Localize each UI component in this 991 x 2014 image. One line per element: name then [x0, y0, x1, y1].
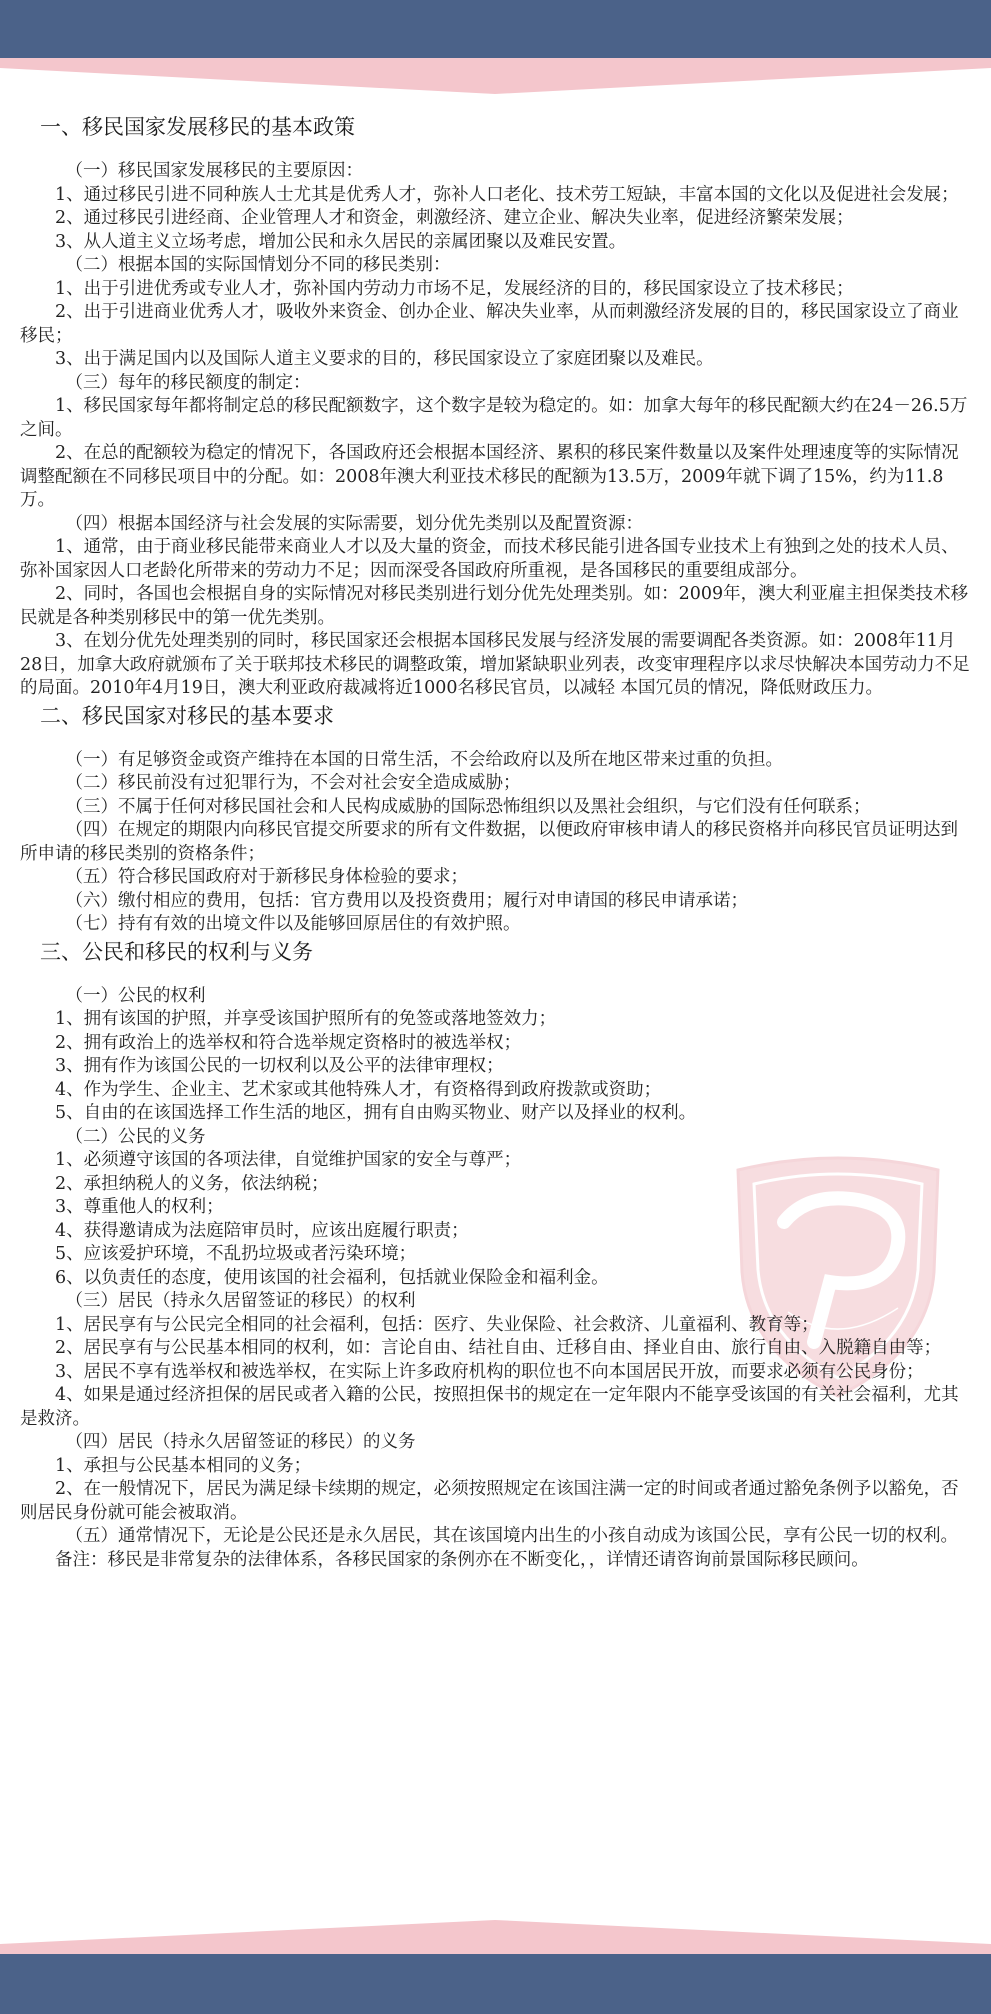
list-item: （一）公民的权利	[65, 985, 206, 1006]
footer-pink-chevron	[0, 1920, 991, 1954]
list-item: 4、作为学生、企业主、艺术家或其他特殊人才，有资格得到政府拨款或资助；	[55, 1079, 662, 1100]
list-item: （二）移民前没有过犯罪行为，不会对社会安全造成威胁；	[65, 773, 521, 793]
list-item: 1、拥有该国的护照，并享受该国护照所有的免签或落地签效力；	[55, 1009, 557, 1029]
section-body-requirements	[20, 749, 975, 937]
list-item: （一）移民国家发展移民的主要原因：	[65, 161, 363, 181]
list-item: 2、在总的配额较为稳定的情况下，各国政府还会根据本国经济、累积的移民案件数量以及案件处理速度等的实际情况调整配额在不同移民项目中的分配。如：2008年澳大利亚技术移民的配额为13.5万，2009年就下调了15%，约为11.8万。	[20, 443, 959, 510]
list-item: （七）持有有效的出境文件以及能够回原居住的有效护照。	[65, 914, 521, 934]
list-item: （四）在规定的期限内向移民官提交所要求的所有文件数据，以便政府审核申请人的移民资格并向移民官员证明达到所申请的移民类别的资格条件；	[20, 820, 958, 864]
list-item: （三）每年的移民额度的制定：	[65, 372, 311, 393]
list-item: 1、通常，由于商业移民能带来商业人才以及大量的资金，而技术移民能引进各国专业技术上有独到之处的技术人员、弥补国家因人口老龄化所带来的劳动力不足；因而深受各国政府所重视，是各国移民的重要组成部分。	[20, 537, 959, 581]
list-item: 1、移民国家每年都将制定总的移民配额数字，这个数字是较为稳定的。如：加拿大每年的移民配额大约在24－26.5万之间。	[20, 396, 968, 440]
list-item: 2、在一般情况下，居民为满足绿卡续期的规定，必须按照规定在该国注满一定的时间或者通过豁免条例予以豁免，否则居民身份就可能会被取消。	[20, 1479, 959, 1523]
section-body-rights-duties	[20, 985, 975, 1573]
list-item: （六）缴付相应的费用，包括：官方费用以及投资费用；履行对申请国的移民申请承诺；	[65, 890, 748, 911]
list-item: 2、同时，各国也会根据自身的实际情况对移民类别进行划分优先处理类别。如：2009年，澳大利亚雇主担保类技术移民就是各种类别移民中的第一优先类别。	[20, 584, 969, 628]
list-item: 2、居民享有与公民基本相同的权利，如：言论自由、结社自由、迁移自由、择业自由、旅行自由、入脱籍自由等；	[55, 1338, 942, 1358]
header-pink-chevron	[0, 58, 991, 94]
list-item: 1、出于引进优秀或专业人才，弥补国内劳动力市场不足，发展经济的目的，移民国家设立了技术移民；	[55, 278, 854, 299]
list-item: 3、居民不享有选举权和被选举权，在实际上许多政府机构的职位也不向本国居民开放，而要求必须有公民身份；	[55, 1361, 924, 1382]
list-item: 1、必须遵守该国的各项法律，自觉维护国家的安全与尊严；	[55, 1150, 522, 1170]
list-item: 1、居民享有与公民完全相同的社会福利，包括：医疗、失业保险、社会救济、儿童福利、教育等；	[55, 1314, 819, 1335]
list-item: 6、以负责任的态度，使用该国的社会福利，包括就业保险金和福利金。	[55, 1267, 609, 1288]
list-item: （三）居民（持永久居留签证的移民）的权利	[65, 1291, 416, 1311]
list-item: 1、通过移民引进不同种族人士尤其是优秀人才，弥补人口老化、技术劳工短缺，丰富本国的文化以及促进社会发展；	[55, 184, 959, 205]
list-item: （四）根据本国经济与社会发展的实际需要，划分优先类别以及配置资源：	[65, 513, 643, 534]
list-item: （五）通常情况下，无论是公民还是永久居民，其在该国境内出生的小孩自动成为该国公民，享有公民一切的权利。	[65, 1526, 958, 1546]
list-item: 5、自由的在该国选择工作生活的地区，拥有自由购买物业、财产以及择业的权利。	[55, 1103, 697, 1123]
list-item: 4、如果是通过经济担保的居民或者入籍的公民，按照担保书的规定在一定年限内不能享受该国的有关社会福利，尤其是救济。	[20, 1385, 959, 1429]
list-item: 2、承担纳税人的义务，依法纳税；	[55, 1173, 329, 1194]
list-item: 1、承担与公民基本相同的义务；	[55, 1455, 312, 1476]
list-item: 3、从人道主义立场考虑，增加公民和永久居民的亲属团聚以及难民安置。	[55, 231, 627, 252]
list-item: （四）居民（持永久居留签证的移民）的义务	[65, 1432, 416, 1452]
list-item: 3、尊重他人的权利；	[55, 1197, 224, 1217]
list-item: （二）公民的义务	[65, 1126, 206, 1147]
list-item: 4、获得邀请成为法庭陪审员时，应该出庭履行职责；	[55, 1220, 469, 1241]
remark-note: 备注：移民是非常复杂的法律体系，各移民国家的条例亦在不断变化，，详情还请咨询前景国际移民顾问。	[55, 1549, 869, 1570]
list-item: （五）符合移民国政府对于新移民身体检验的要求；	[65, 867, 468, 887]
list-item: 2、拥有政治上的选举权和符合选举规定资格时的被选举权；	[55, 1032, 522, 1053]
section-title-rights-duties: 三、公民和移民的权利与义务	[40, 939, 313, 964]
section-title-policy: 一、移民国家发展移民的基本政策	[40, 115, 355, 139]
list-item: （二）根据本国的实际国情划分不同的移民类别：	[65, 255, 451, 275]
document-body	[20, 112, 975, 1572]
list-item: 2、出于引进商业优秀人才，吸收外来资金、创办企业、解决失业率，从而刺激经济发展的目的，移民国家设立了商业移民；	[20, 302, 959, 346]
section-title-requirements: 二、移民国家对移民的基本要求	[40, 703, 334, 728]
list-item: 5、应该爱护环境，不乱扔垃圾或者污染环境；	[55, 1244, 417, 1264]
list-item: 3、在划分优先处理类别的同时，移民国家还会根据本国移民发展与经济发展的需要调配各类资源。如：2008年11月28日，加拿大政府就颁布了关于联邦技术移民的调整政策，增加紧缺职业列表，改变审理程序以求尽快解决本国劳动力不足的局面。2010年4月19日，澳大利亚政府裁减将近1000名移民官员，以减轻 本国冗员的情况，降低财政压力。	[20, 631, 970, 698]
list-item: 3、拥有作为该国公民的一切权利以及公平的法律审理权；	[55, 1056, 504, 1076]
footer-band	[0, 1954, 991, 2014]
section-body-policy	[20, 160, 975, 701]
list-item: （三）不属于任何对移民国社会和人民构成威胁的国际恐怖组织以及黑社会组织，与它们没有任何联系；	[65, 796, 871, 817]
list-item: 2、通过移民引进经商、企业管理人才和资金，刺激经济、建立企业、解决失业率，促进经济繁荣发展；	[55, 208, 854, 228]
list-item: （一）有足够资金或资产维持在本国的日常生活，不会给政府以及所在地区带来过重的负担。	[65, 749, 783, 770]
header-band	[0, 0, 991, 58]
list-item: 3、出于满足国内以及国际人道主义要求的目的，移民国家设立了家庭团聚以及难民。	[55, 349, 714, 369]
